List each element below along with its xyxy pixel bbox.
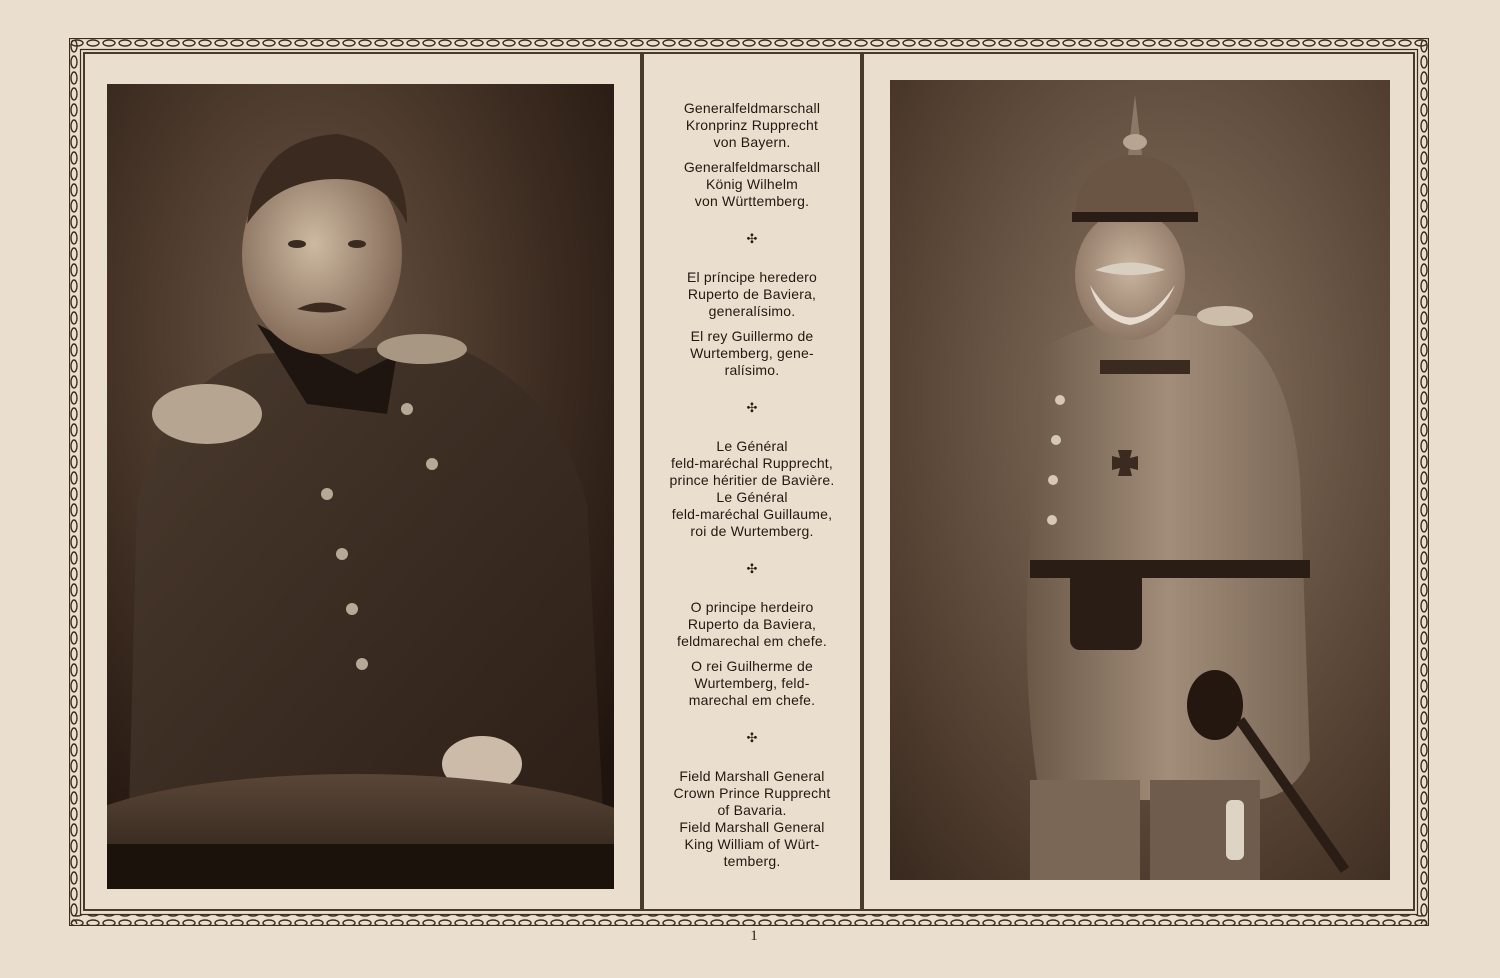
caption-line: von Bayern.: [713, 134, 791, 150]
caption-french: [662, 438, 842, 540]
caption-spanish: [662, 269, 842, 379]
caption-portuguese: [662, 599, 842, 709]
caption-line: Crown Prince Rupprecht: [673, 785, 831, 801]
ornament-icon: ✣: [746, 231, 758, 246]
caption-line: feld-maréchal Rupprecht,: [671, 455, 833, 471]
caption-line: Le Général: [716, 438, 788, 454]
caption-line: O rei Guilherme de: [691, 658, 813, 674]
caption-line: Wurtemberg, feld-: [694, 675, 810, 691]
caption-line: Kronprinz Rupprecht: [685, 117, 819, 133]
caption-line: Field Marshall General: [679, 768, 825, 784]
caption-line: King William of Würt-: [684, 836, 820, 852]
caption-line: Field Marshall General: [679, 819, 825, 835]
caption-line: Generalfeldmarschall: [683, 100, 821, 116]
portrait-rupprecht-image: [107, 84, 614, 889]
caption-line: El rey Guillermo de: [690, 328, 814, 344]
portrait-wilhelm: [890, 80, 1390, 880]
ornament-icon: ✣: [746, 561, 758, 576]
caption-line: feld-maréchal Guillaume,: [671, 506, 833, 522]
caption-line: Le Général: [716, 489, 788, 505]
caption-line: El príncipe heredero: [686, 269, 818, 285]
caption-line: marechal em chefe.: [688, 692, 816, 708]
caption-line: prince héritier de Bavière.: [669, 472, 835, 488]
caption-line: Ruperto da Baviera,: [687, 616, 817, 632]
caption-line: von Württemberg.: [694, 193, 810, 209]
portrait-wilhelm-image: [890, 80, 1390, 880]
caption-line: temberg.: [723, 853, 781, 869]
caption-line: Generalfeldmarschall: [683, 159, 821, 175]
portrait-rupprecht: [107, 84, 614, 889]
caption-column: [662, 100, 842, 880]
caption-line: König Wilhelm: [705, 176, 799, 192]
caption-line: Wurtemberg, gene-: [690, 345, 814, 361]
caption-line: feldmarechal em chefe.: [677, 633, 827, 649]
caption-line: O principe herdeiro: [690, 599, 814, 615]
caption-line: ralísimo.: [724, 362, 780, 378]
caption-line: of Bavaria.: [717, 802, 787, 818]
caption-line: roi de Wurtemberg.: [690, 523, 814, 539]
ornament-icon: ✣: [746, 730, 758, 745]
caption-line: generalísimo.: [708, 303, 796, 319]
caption-german: [662, 100, 842, 210]
ornament-icon: ✣: [746, 400, 758, 415]
page-number: 1: [750, 928, 758, 944]
caption-english: [662, 768, 842, 870]
caption-line: Ruperto de Baviera,: [687, 286, 817, 302]
